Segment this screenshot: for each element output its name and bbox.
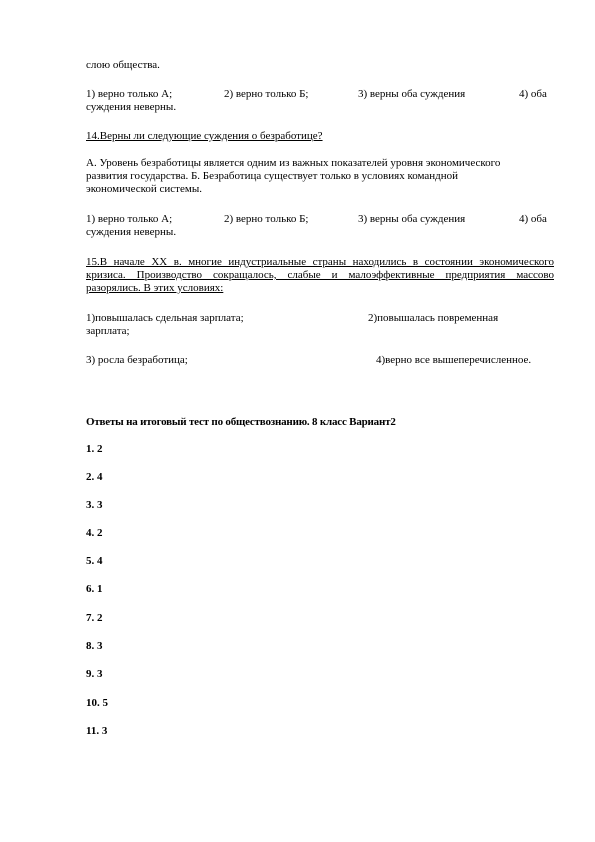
answer-item: 7. 2 xyxy=(86,612,103,624)
q14-statement-line-1: А. Уровень безработицы является одним из важных показателей уровня экономического xyxy=(86,157,501,169)
q15-option-2: 2)повышалась повременная xyxy=(368,312,499,324)
answer-item: 11. 3 xyxy=(86,725,108,737)
answer-item: 5. 4 xyxy=(86,555,103,567)
q14-statement-line-3: экономической системы. xyxy=(86,183,202,195)
q14-option-3: 3) верны оба суждения xyxy=(358,213,466,225)
q14-option-4: 4) оба xyxy=(519,213,547,225)
answer-item: 1. 2 xyxy=(86,443,103,455)
q15-question-line-2: кризиса. Производство сокращалось, слабые и малоэффективные предприятия массово xyxy=(86,269,554,281)
q13-option-4-continued: суждения неверны. xyxy=(86,101,177,113)
q14-option-2: 2) верно только Б; xyxy=(224,213,309,225)
q13-option-3: 3) верны оба суждения xyxy=(358,88,466,100)
q14-option-1: 1) верно только А; xyxy=(86,213,173,225)
answer-item: 9. 3 xyxy=(86,668,103,680)
answer-item: 10. 5 xyxy=(86,697,108,709)
answer-item: 2. 4 xyxy=(86,471,103,483)
answer-item: 4. 2 xyxy=(86,527,103,539)
q15-option-3: 3) росла безработица; xyxy=(86,354,188,366)
answer-item: 8. 3 xyxy=(86,640,103,652)
q13-option-1: 1) верно только А; xyxy=(86,88,173,100)
q13-option-2: 2) верно только Б; xyxy=(224,88,309,100)
answer-item: 3. 3 xyxy=(86,499,103,511)
q13-option-4: 4) оба xyxy=(519,88,547,100)
q15-question-line-3: разорялись. В этих условиях: xyxy=(86,282,224,294)
q15-question-line-1: 15.В начале XX в. многие индустриальные страны находились в состоянии экономического xyxy=(86,256,554,268)
answers-title: Ответы на итоговый тест по обществознанию. 8 класс Вариант2 xyxy=(86,416,396,428)
q13-tail-text: слою общества. xyxy=(86,59,160,71)
q15-option-2-continued: зарплата; xyxy=(86,325,130,337)
q14-option-4-continued: суждения неверны. xyxy=(86,226,177,238)
q15-option-4: 4)верно все вышеперечисленное. xyxy=(376,354,532,366)
q15-option-1: 1)повышалась сдельная зарплата; xyxy=(86,312,244,324)
q14-question: 14.Верны ли следующие суждения о безработице? xyxy=(86,130,323,142)
q14-statement-line-2: развития государства. Б. Безработица существует только в условиях командной xyxy=(86,170,459,182)
answer-item: 6. 1 xyxy=(86,583,103,595)
